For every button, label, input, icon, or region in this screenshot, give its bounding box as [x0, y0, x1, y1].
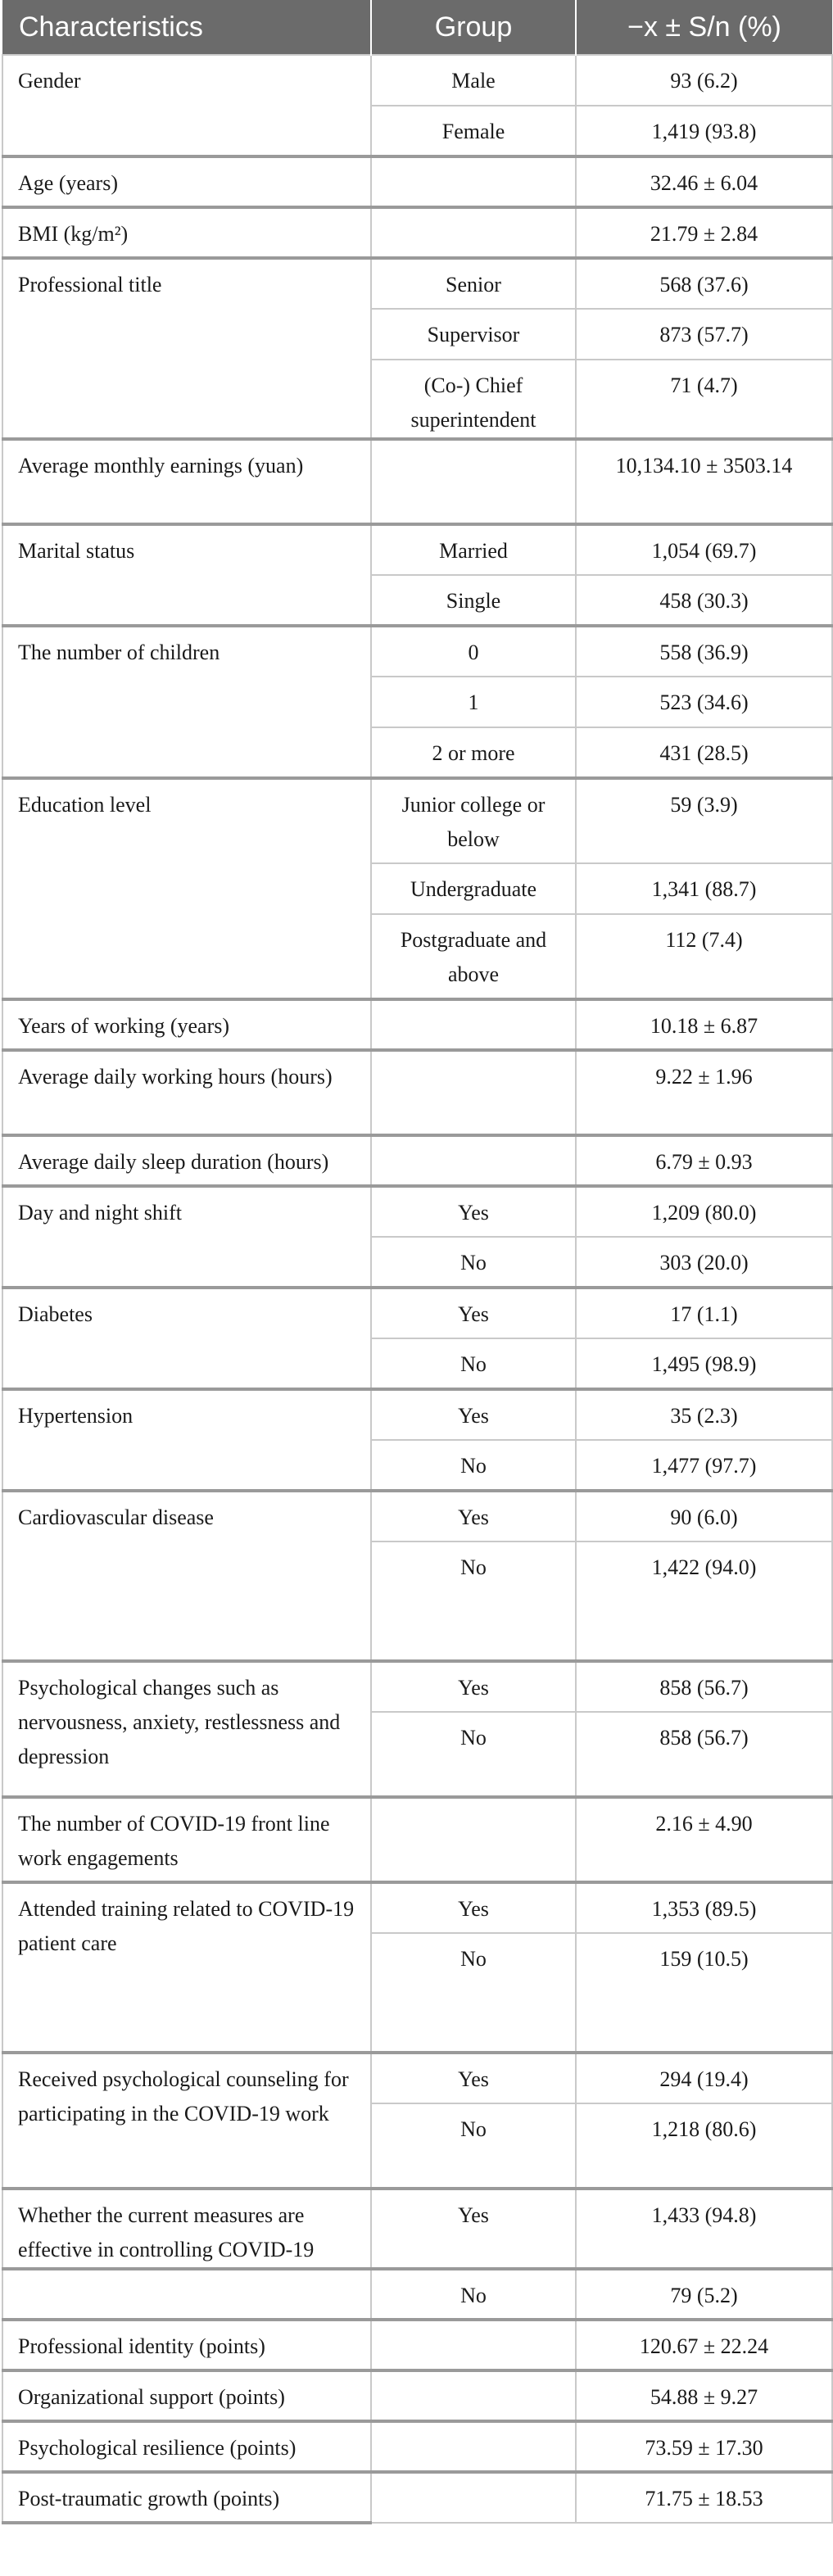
- group-cell: Female: [371, 106, 576, 156]
- value-cell: 73.59 ± 17.30: [576, 2421, 832, 2472]
- table-row: [2, 1288, 832, 1338]
- characteristic-label: Received psychological counseling for participating in the COVID-19 work: [2, 2053, 371, 2189]
- value-cell: 1,353 (89.5): [576, 1882, 832, 1933]
- characteristics-table: [2, 0, 833, 2524]
- value-cell: 10,134.10 ± 3503.14: [576, 439, 832, 524]
- group-cell: Supervisor: [371, 309, 576, 360]
- characteristic-label: Marital status: [2, 524, 371, 626]
- table-row: [2, 2320, 832, 2370]
- group-cell: Yes: [371, 1288, 576, 1338]
- group-cell: Postgraduate and above: [371, 914, 576, 999]
- value-cell: 17 (1.1): [576, 1288, 832, 1338]
- table-row: [2, 439, 832, 524]
- group-cell: [371, 2320, 576, 2370]
- value-cell: 1,341 (88.7): [576, 863, 832, 914]
- group-cell: No: [371, 2269, 576, 2320]
- group-cell: No: [371, 1440, 576, 1491]
- header-group: Group: [371, 0, 576, 55]
- value-cell: 294 (19.4): [576, 2053, 832, 2103]
- group-cell: [371, 156, 576, 207]
- group-cell: No: [371, 1237, 576, 1288]
- table-row: [2, 1882, 832, 1933]
- characteristic-label: Hypertension: [2, 1389, 371, 1491]
- group-cell: Yes: [371, 2189, 576, 2269]
- table-row: [2, 2053, 832, 2103]
- group-cell: Married: [371, 524, 576, 575]
- value-cell: 90 (6.0): [576, 1491, 832, 1542]
- value-cell: 523 (34.6): [576, 677, 832, 727]
- characteristic-label: Psychological changes such as nervousness, anxiety, restlessness and depression: [2, 1661, 371, 1797]
- value-cell: 1,218 (80.6): [576, 2103, 832, 2189]
- characteristic-label: Cardiovascular disease: [2, 1491, 371, 1661]
- characteristic-label: Years of working (years): [2, 999, 371, 1050]
- table-row: [2, 1661, 832, 1712]
- table-row: [2, 207, 832, 258]
- table-row: [2, 626, 832, 677]
- characteristic-label: Attended training related to COVID-19 patient care: [2, 1882, 371, 2053]
- table-row: [2, 1186, 832, 1237]
- table-header: [2, 0, 832, 55]
- value-cell: 35 (2.3): [576, 1389, 832, 1440]
- value-cell: 1,422 (94.0): [576, 1542, 832, 1661]
- table-row: [2, 2370, 832, 2421]
- value-cell: 9.22 ± 1.96: [576, 1050, 832, 1135]
- table-row: [2, 2189, 832, 2269]
- value-cell: 431 (28.5): [576, 727, 832, 778]
- header-value: −x ± S/n (%): [576, 0, 832, 55]
- value-cell: 458 (30.3): [576, 575, 832, 626]
- group-cell: Junior college or below: [371, 778, 576, 863]
- group-cell: (Co-) Chief superintendent: [371, 360, 576, 439]
- group-cell: No: [371, 1933, 576, 2053]
- table-row: [2, 258, 832, 309]
- value-cell: 112 (7.4): [576, 914, 832, 999]
- value-cell: 10.18 ± 6.87: [576, 999, 832, 1050]
- table-row: [2, 2269, 832, 2320]
- group-cell: [371, 999, 576, 1050]
- group-cell: Yes: [371, 1186, 576, 1237]
- group-cell: No: [371, 2103, 576, 2189]
- table-row: [2, 1050, 832, 1135]
- table-row: [2, 2421, 832, 2472]
- characteristic-label: Gender: [2, 55, 371, 156]
- group-cell: [371, 2472, 576, 2523]
- value-cell: 159 (10.5): [576, 1933, 832, 2053]
- group-cell: [371, 2421, 576, 2472]
- value-cell: 1,433 (94.8): [576, 2189, 832, 2269]
- table-container: [2, 0, 831, 2524]
- characteristic-label: Education level: [2, 778, 371, 999]
- table-body: [2, 55, 832, 2523]
- group-cell: No: [371, 1542, 576, 1661]
- group-cell: Senior: [371, 258, 576, 309]
- group-cell: 2 or more: [371, 727, 576, 778]
- group-cell: Yes: [371, 1491, 576, 1542]
- value-cell: 568 (37.6): [576, 258, 832, 309]
- table-row: [2, 524, 832, 575]
- table-row: [2, 1491, 832, 1542]
- characteristic-label: Diabetes: [2, 1288, 371, 1389]
- characteristic-label: Average monthly earnings (yuan): [2, 439, 371, 524]
- characteristic-label: The number of children: [2, 626, 371, 778]
- group-cell: Yes: [371, 2053, 576, 2103]
- value-cell: 1,477 (97.7): [576, 1440, 832, 1491]
- table-row: [2, 2472, 832, 2523]
- value-cell: 54.88 ± 9.27: [576, 2370, 832, 2421]
- value-cell: 71 (4.7): [576, 360, 832, 439]
- group-cell: No: [371, 1712, 576, 1797]
- value-cell: 79 (5.2): [576, 2269, 832, 2320]
- characteristic-label: Psychological resilience (points): [2, 2421, 371, 2472]
- table-row: [2, 999, 832, 1050]
- group-cell: Single: [371, 575, 576, 626]
- table-row: [2, 55, 832, 106]
- characteristic-label: Whether the current measures are effective in controlling COVID-19: [2, 2189, 371, 2269]
- group-cell: 1: [371, 677, 576, 727]
- value-cell: 2.16 ± 4.90: [576, 1797, 832, 1882]
- group-cell: Yes: [371, 1389, 576, 1440]
- table-row: [2, 778, 832, 863]
- value-cell: 873 (57.7): [576, 309, 832, 360]
- group-cell: Yes: [371, 1661, 576, 1712]
- value-cell: 858 (56.7): [576, 1661, 832, 1712]
- group-cell: Male: [371, 55, 576, 106]
- group-cell: [371, 1050, 576, 1135]
- value-cell: 120.67 ± 22.24: [576, 2320, 832, 2370]
- value-cell: 21.79 ± 2.84: [576, 207, 832, 258]
- value-cell: 858 (56.7): [576, 1712, 832, 1797]
- characteristic-label: Day and night shift: [2, 1186, 371, 1288]
- value-cell: 59 (3.9): [576, 778, 832, 863]
- value-cell: 1,419 (93.8): [576, 106, 832, 156]
- characteristic-label: Average daily sleep duration (hours): [2, 1135, 371, 1186]
- characteristic-label: [2, 2269, 371, 2320]
- characteristic-label: Average daily working hours (hours): [2, 1050, 371, 1135]
- value-cell: 1,495 (98.9): [576, 1338, 832, 1389]
- characteristic-label: Professional identity (points): [2, 2320, 371, 2370]
- header-characteristics: Characteristics: [2, 0, 371, 55]
- group-cell: [371, 207, 576, 258]
- value-cell: 303 (20.0): [576, 1237, 832, 1288]
- group-cell: Undergraduate: [371, 863, 576, 914]
- group-cell: Yes: [371, 1882, 576, 1933]
- group-cell: 0: [371, 626, 576, 677]
- value-cell: 93 (6.2): [576, 55, 832, 106]
- value-cell: 1,209 (80.0): [576, 1186, 832, 1237]
- value-cell: 1,054 (69.7): [576, 524, 832, 575]
- characteristic-label: Professional title: [2, 258, 371, 439]
- table-row: [2, 1797, 832, 1882]
- group-cell: No: [371, 1338, 576, 1389]
- group-cell: [371, 1797, 576, 1882]
- characteristic-label: The number of COVID-19 front line work engagements: [2, 1797, 371, 1882]
- value-cell: 6.79 ± 0.93: [576, 1135, 832, 1186]
- characteristic-label: Organizational support (points): [2, 2370, 371, 2421]
- table-row: [2, 1389, 832, 1440]
- value-cell: 32.46 ± 6.04: [576, 156, 832, 207]
- value-cell: 71.75 ± 18.53: [576, 2472, 832, 2523]
- group-cell: [371, 1135, 576, 1186]
- group-cell: [371, 439, 576, 524]
- header-row: [2, 0, 832, 55]
- table-row: [2, 156, 832, 207]
- table-row: [2, 1135, 832, 1186]
- characteristic-label: Age (years): [2, 156, 371, 207]
- value-cell: 558 (36.9): [576, 626, 832, 677]
- group-cell: [371, 2370, 576, 2421]
- characteristic-label: Post-traumatic growth (points): [2, 2472, 371, 2523]
- characteristic-label: BMI (kg/m²): [2, 207, 371, 258]
